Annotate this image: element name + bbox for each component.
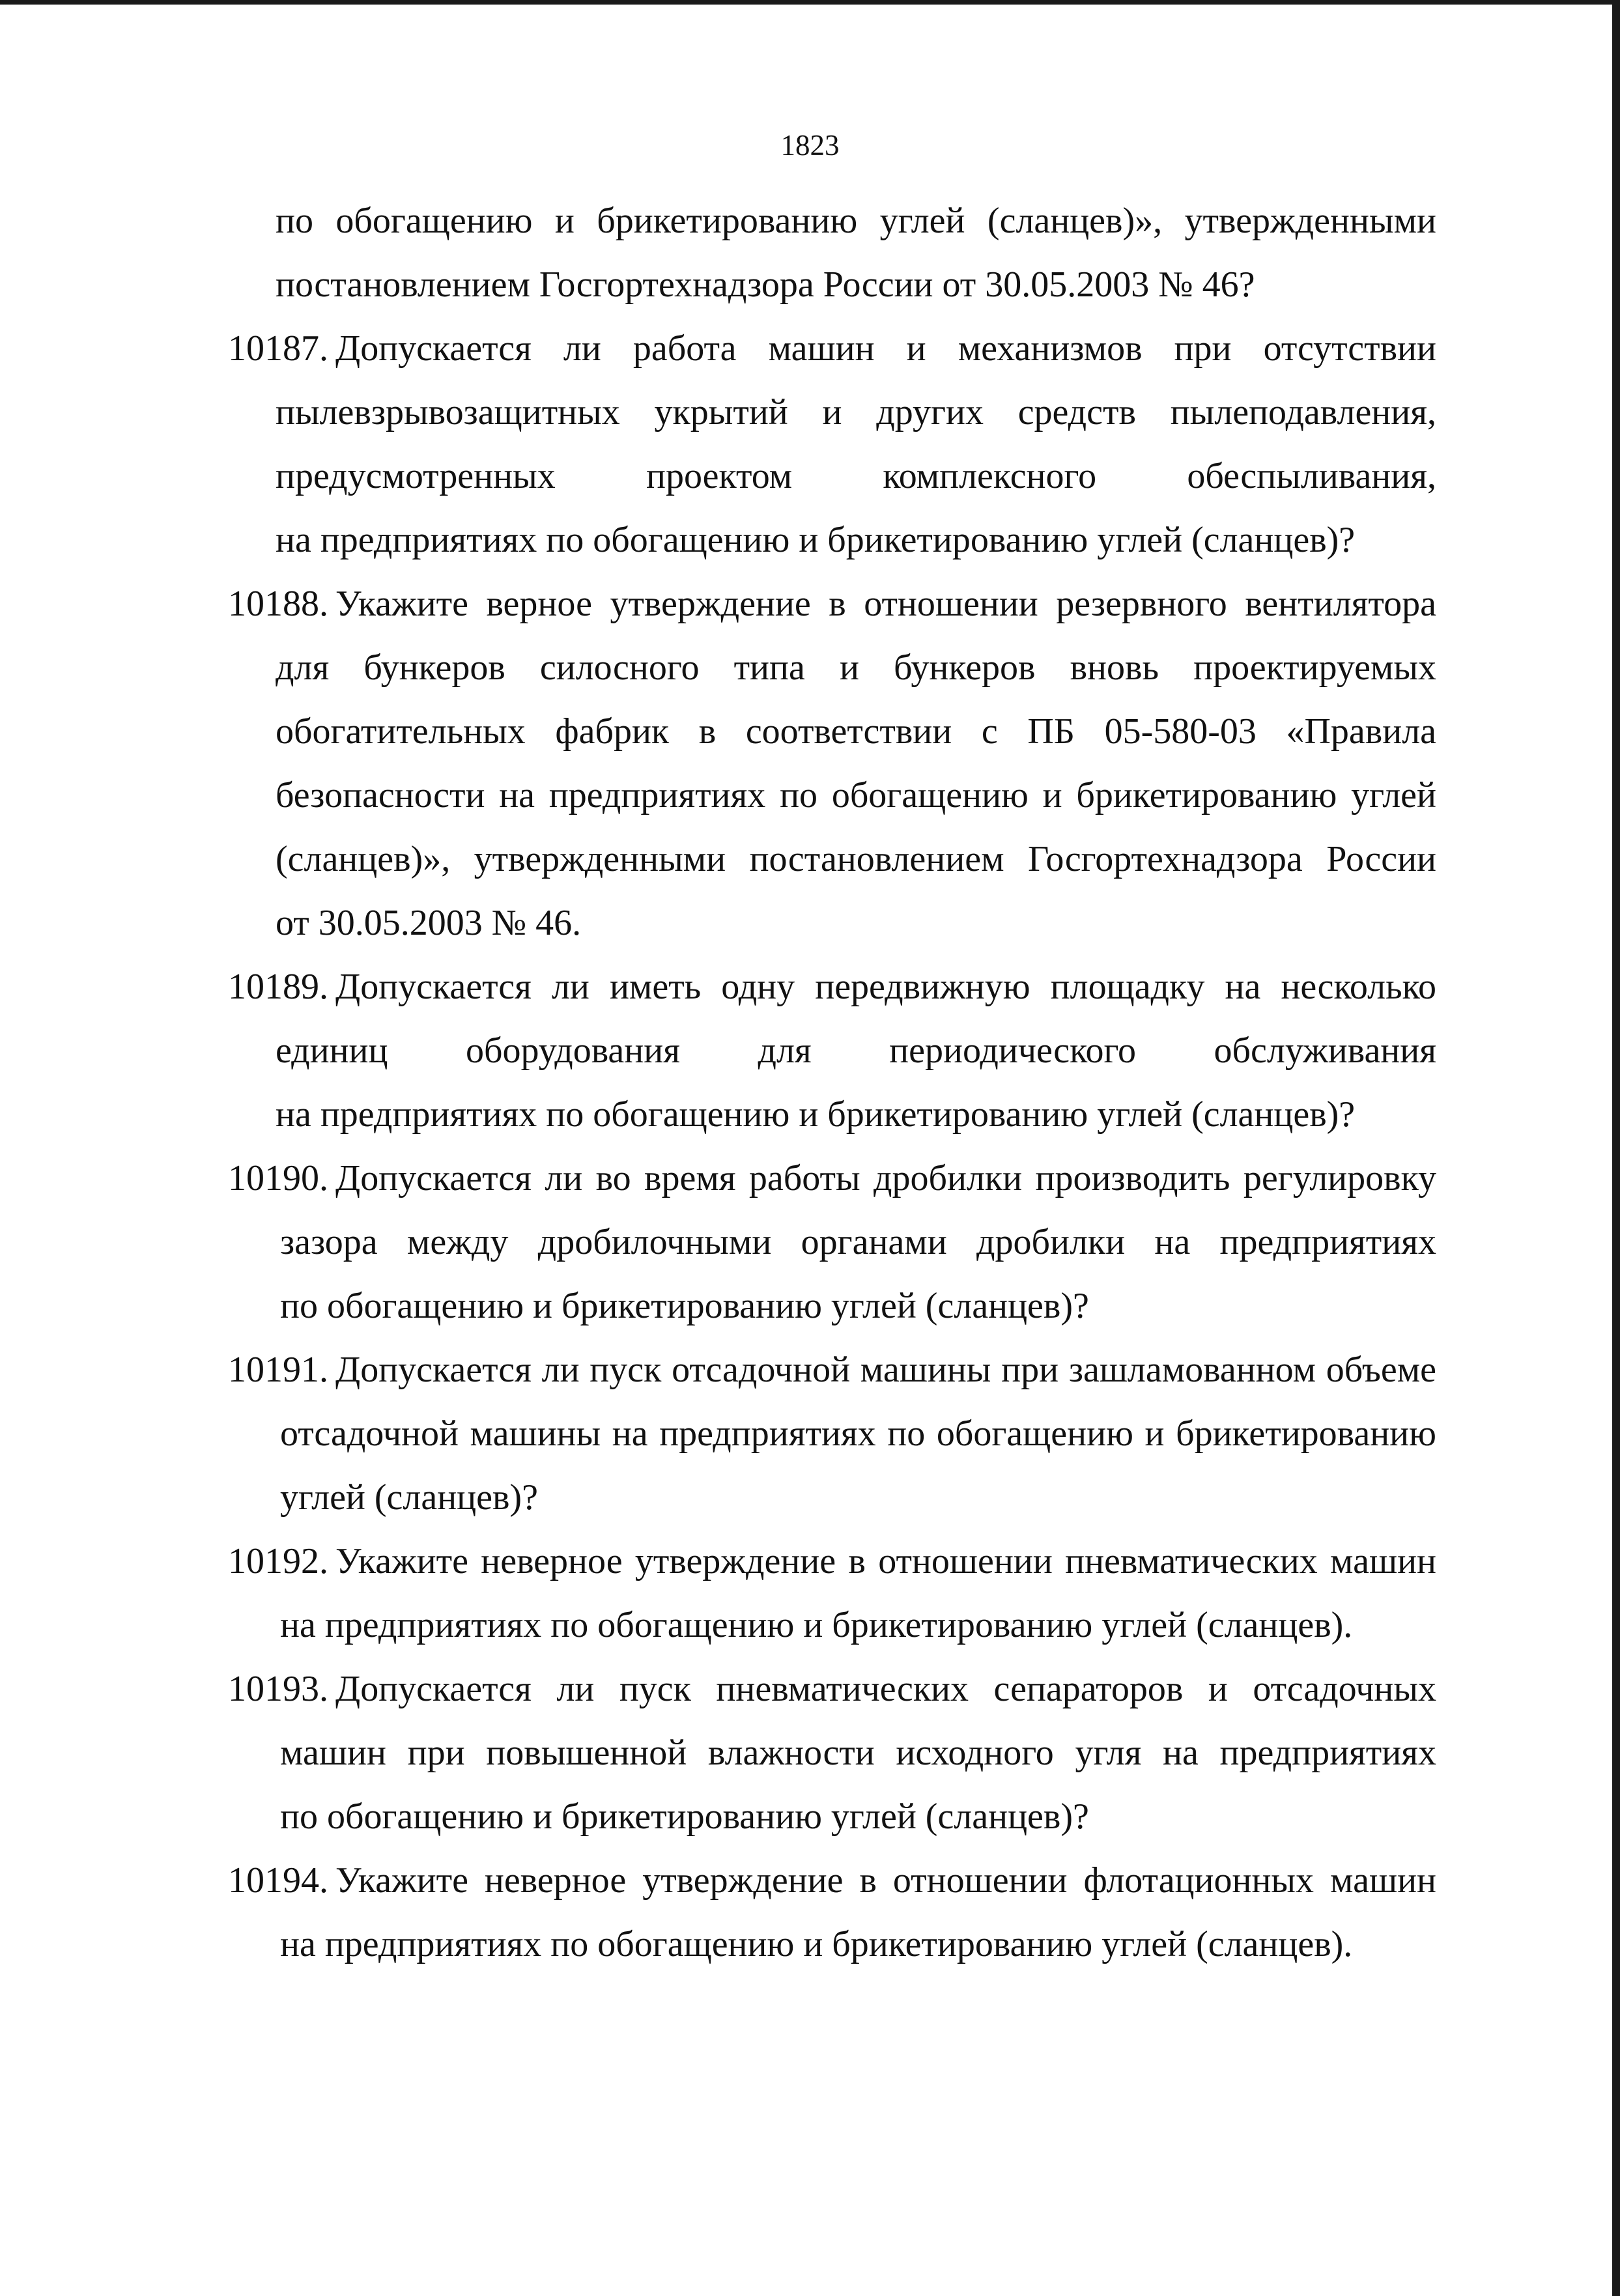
text-line: пылевзрывозащитных укрытий и других средств пылеподавления, <box>276 392 1436 432</box>
text-line: по обогащению и брикетированию углей (сланцев)? <box>280 1286 1089 1326</box>
question-10190 <box>228 1146 1436 1338</box>
text-line: машин при повышенной влажности исходного угля на предприятиях <box>280 1733 1436 1773</box>
text-line: предусмотренных проектом комплексного обеспыливания, <box>276 456 1436 496</box>
page-number: 1823 <box>780 129 840 162</box>
text-line: для бункеров силосного типа и бункеров вновь проектируемых <box>276 647 1436 688</box>
question-number: 10189. <box>228 967 328 1007</box>
question-number: 10192. <box>228 1541 328 1581</box>
intro-paragraph <box>228 189 1436 317</box>
question-10192 <box>228 1529 1436 1657</box>
document-body <box>228 189 1436 1976</box>
question-number: 10193. <box>228 1669 328 1709</box>
text-line: по обогащению и брикетированию углей (сланцев)? <box>280 1796 1089 1837</box>
scan-border-right <box>1612 0 1620 2296</box>
text-line: отсадочной машины на предприятиях по обогащению и брикетированию <box>280 1413 1436 1454</box>
question-number: 10191. <box>228 1350 328 1390</box>
text-line: (сланцев)», утвержденными постановлением Госгортехнадзора России <box>276 839 1436 879</box>
question-number: 10188. <box>228 584 328 624</box>
question-10187 <box>228 317 1436 572</box>
text-line: Допускается ли пуск пневматических сепараторов и отсадочных <box>335 1669 1436 1709</box>
question-10194 <box>228 1849 1436 1976</box>
text-line: обогатительных фабрик в соответствии с ПБ 05-580-03 «Правила <box>276 711 1436 752</box>
question-number: 10194. <box>228 1860 328 1901</box>
text-line: Допускается ли иметь одну передвижную площадку на несколько <box>335 967 1436 1007</box>
text-line: безопасности на предприятиях по обогащению и брикетированию углей <box>276 775 1436 815</box>
text-line: углей (сланцев)? <box>280 1477 538 1518</box>
text-line: постановлением Госгортехнадзора России от 30.05.2003 № 46? <box>276 264 1255 305</box>
text-line: на предприятиях по обогащению и брикетированию углей (сланцев)? <box>276 1094 1356 1135</box>
question-10193 <box>228 1657 1436 1849</box>
text-line: единиц оборудования для периодического обслуживания <box>276 1030 1436 1071</box>
text-line: на предприятиях по обогащению и брикетированию углей (сланцев)? <box>276 520 1356 560</box>
question-10188 <box>228 572 1436 955</box>
text-line: от 30.05.2003 № 46. <box>276 903 582 943</box>
text-line: Укажите неверное утверждение в отношении пневматических машин <box>335 1541 1436 1581</box>
text-line: по обогащению и брикетированию углей (сланцев)», утвержденными <box>276 201 1436 241</box>
text-line: на предприятиях по обогащению и брикетированию углей (сланцев). <box>280 1924 1353 1964</box>
question-number: 10190. <box>228 1158 328 1198</box>
text-line: Укажите верное утверждение в отношении резервного вентилятора <box>335 584 1436 624</box>
question-number: 10187. <box>228 328 328 369</box>
text-line: на предприятиях по обогащению и брикетированию углей (сланцев). <box>280 1605 1353 1645</box>
text-line: Допускается ли пуск отсадочной машины при зашламованном объеме <box>335 1350 1436 1390</box>
text-line: Допускается ли работа машин и механизмов при отсутствии <box>335 328 1436 369</box>
text-line: зазора между дробилочными органами дробилки на предприятиях <box>280 1222 1436 1262</box>
question-10189 <box>228 955 1436 1146</box>
text-line: Допускается ли во время работы дробилки производить регулировку <box>335 1158 1436 1198</box>
scan-border-top <box>0 0 1620 5</box>
question-10191 <box>228 1338 1436 1529</box>
text-line: Укажите неверное утверждение в отношении флотационных машин <box>335 1860 1436 1901</box>
